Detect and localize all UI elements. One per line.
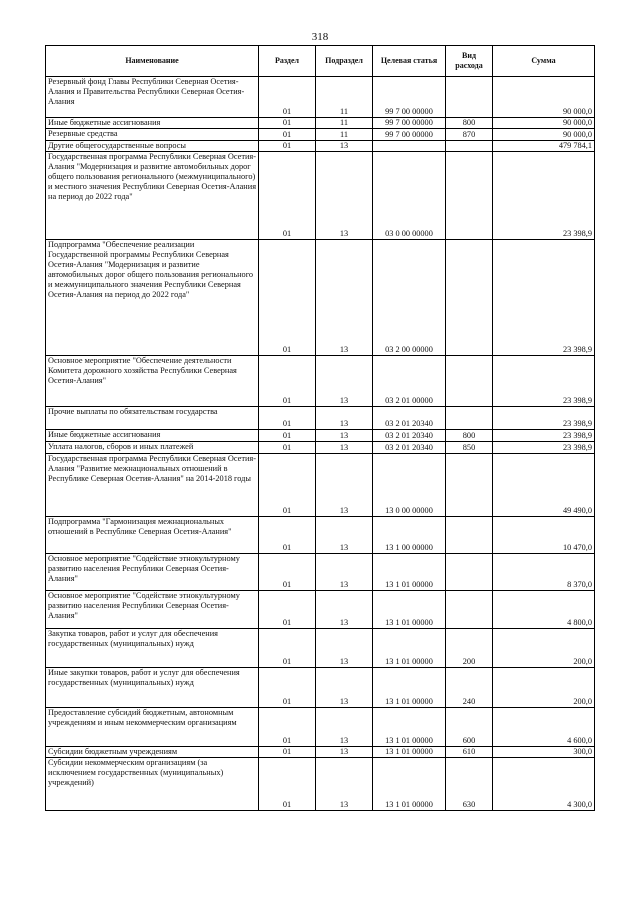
header-expense-type: Вид расхода bbox=[446, 46, 493, 77]
row-expense-type: 870 bbox=[446, 129, 493, 141]
header-subsection: Подраздел bbox=[316, 46, 373, 77]
row-target-article: 99 7 00 00000 bbox=[373, 77, 446, 118]
row-name: Прочие выплаты по обязательствам государства bbox=[46, 407, 259, 430]
row-amount: 23 398,9 bbox=[493, 442, 595, 454]
table-row bbox=[46, 708, 595, 747]
row-target-article: 03 2 01 20340 bbox=[373, 407, 446, 430]
table-row bbox=[46, 356, 595, 407]
row-subsection: 13 bbox=[316, 430, 373, 442]
row-subsection: 13 bbox=[316, 629, 373, 668]
row-expense-type bbox=[446, 591, 493, 629]
row-target-article: 13 1 01 00000 bbox=[373, 554, 446, 591]
row-target-article: 03 2 00 00000 bbox=[373, 240, 446, 356]
row-section: 01 bbox=[259, 240, 316, 356]
row-target-article: 13 1 01 00000 bbox=[373, 629, 446, 668]
row-section: 01 bbox=[259, 517, 316, 554]
row-section: 01 bbox=[259, 591, 316, 629]
budget-table bbox=[45, 45, 595, 811]
table-row bbox=[46, 758, 595, 811]
row-section: 01 bbox=[259, 442, 316, 454]
row-target-article: 03 2 01 20340 bbox=[373, 430, 446, 442]
row-section: 01 bbox=[259, 629, 316, 668]
row-section: 01 bbox=[259, 129, 316, 141]
row-name: Подпрограмма "Обеспечение реализации Государственной программы Республики Северная Осетия-Алания "Модернизация и развитие автомобильных дорог общего пользования регионального и межмуниципального значения Республики Северная Осетия-Алания на период до 2022 года" bbox=[46, 240, 259, 356]
row-subsection: 13 bbox=[316, 454, 373, 517]
row-expense-type bbox=[446, 554, 493, 591]
table-row bbox=[46, 77, 595, 118]
page-number: 318 bbox=[311, 31, 329, 43]
header-target-article: Целевая статья bbox=[373, 46, 446, 77]
header-row bbox=[46, 46, 595, 77]
row-name: Государственная программа Республики Северная Осетия-Алания "Развитие межнациональных отношений в Республике Северная Осетия-Алания" на 2014-2018 годы bbox=[46, 454, 259, 517]
row-subsection: 11 bbox=[316, 118, 373, 129]
row-section: 01 bbox=[259, 747, 316, 758]
row-name: Государственная программа Республики Северная Осетия-Алания "Модернизация и развитие автомобильных дорог общего пользования регионального (межмуниципального) и местного значения Республики Северная Осетия-Алания на период до 2022 года" bbox=[46, 152, 259, 240]
row-amount: 49 490,0 bbox=[493, 454, 595, 517]
row-expense-type: 240 bbox=[446, 668, 493, 708]
table-row bbox=[46, 240, 595, 356]
row-name: Субсидии бюджетным учреждениям bbox=[46, 747, 259, 758]
row-subsection: 13 bbox=[316, 591, 373, 629]
table-row bbox=[46, 668, 595, 708]
table-row bbox=[46, 629, 595, 668]
row-section: 01 bbox=[259, 454, 316, 517]
row-amount: 200,0 bbox=[493, 668, 595, 708]
row-amount: 90 000,0 bbox=[493, 129, 595, 141]
row-subsection: 13 bbox=[316, 240, 373, 356]
row-target-article: 03 0 00 00000 bbox=[373, 152, 446, 240]
row-section: 01 bbox=[259, 407, 316, 430]
row-expense-type bbox=[446, 240, 493, 356]
row-expense-type: 850 bbox=[446, 442, 493, 454]
row-amount: 4 300,0 bbox=[493, 758, 595, 811]
row-amount: 10 470,0 bbox=[493, 517, 595, 554]
row-amount: 23 398,9 bbox=[493, 152, 595, 240]
row-expense-type: 600 bbox=[446, 708, 493, 747]
row-expense-type bbox=[446, 141, 493, 152]
table-row bbox=[46, 141, 595, 152]
row-name: Резервные средства bbox=[46, 129, 259, 141]
row-target-article: 03 2 01 20340 bbox=[373, 442, 446, 454]
row-subsection: 11 bbox=[316, 129, 373, 141]
row-subsection: 13 bbox=[316, 708, 373, 747]
table-row bbox=[46, 442, 595, 454]
row-subsection: 13 bbox=[316, 442, 373, 454]
row-amount: 479 784,1 bbox=[493, 141, 595, 152]
row-section: 01 bbox=[259, 668, 316, 708]
row-subsection: 13 bbox=[316, 407, 373, 430]
row-expense-type: 800 bbox=[446, 430, 493, 442]
row-section: 01 bbox=[259, 118, 316, 129]
row-subsection: 13 bbox=[316, 758, 373, 811]
table-body bbox=[46, 77, 595, 811]
row-section: 01 bbox=[259, 758, 316, 811]
row-subsection: 13 bbox=[316, 141, 373, 152]
row-target-article: 13 1 00 00000 bbox=[373, 517, 446, 554]
row-subsection: 11 bbox=[316, 77, 373, 118]
table-row bbox=[46, 430, 595, 442]
header-amount: Сумма bbox=[493, 46, 595, 77]
row-section: 01 bbox=[259, 430, 316, 442]
row-target-article: 13 1 01 00000 bbox=[373, 708, 446, 747]
row-expense-type bbox=[446, 77, 493, 118]
row-name: Подпрограмма "Гармонизация межнациональных отношений в Республике Северная Осетия-Алания" bbox=[46, 517, 259, 554]
row-section: 01 bbox=[259, 356, 316, 407]
row-section: 01 bbox=[259, 152, 316, 240]
row-expense-type: 800 bbox=[446, 118, 493, 129]
table-row bbox=[46, 129, 595, 141]
row-target-article: 13 1 01 00000 bbox=[373, 747, 446, 758]
row-name: Другие общегосударственные вопросы bbox=[46, 141, 259, 152]
row-expense-type bbox=[446, 356, 493, 407]
row-section: 01 bbox=[259, 554, 316, 591]
row-name: Уплата налогов, сборов и иных платежей bbox=[46, 442, 259, 454]
row-target-article: 13 1 01 00000 bbox=[373, 591, 446, 629]
row-target-article bbox=[373, 141, 446, 152]
row-target-article: 13 1 01 00000 bbox=[373, 668, 446, 708]
header-name: Наименование bbox=[46, 46, 259, 77]
row-name: Основное мероприятие "Содействие этнокультурному развитию населения Республики Северная Осетия-Алания" bbox=[46, 554, 259, 591]
row-target-article: 13 1 01 00000 bbox=[373, 758, 446, 811]
row-name: Резервный фонд Главы Республики Северная Осетия-Алания и Правительства Республики Северная Осетия-Алания bbox=[46, 77, 259, 118]
table-row bbox=[46, 517, 595, 554]
row-amount: 90 000,0 bbox=[493, 118, 595, 129]
row-subsection: 13 bbox=[316, 747, 373, 758]
row-amount: 23 398,9 bbox=[493, 356, 595, 407]
row-amount: 23 398,9 bbox=[493, 240, 595, 356]
header-section: Раздел bbox=[259, 46, 316, 77]
table-row bbox=[46, 118, 595, 129]
row-name: Иные бюджетные ассигнования bbox=[46, 118, 259, 129]
row-name: Иные закупки товаров, работ и услуг для обеспечения государственных (муниципальных) нужд bbox=[46, 668, 259, 708]
table-row bbox=[46, 747, 595, 758]
row-amount: 23 398,9 bbox=[493, 407, 595, 430]
row-name: Иные бюджетные ассигнования bbox=[46, 430, 259, 442]
row-amount: 90 000,0 bbox=[493, 77, 595, 118]
row-expense-type bbox=[446, 152, 493, 240]
row-expense-type bbox=[446, 454, 493, 517]
row-target-article: 99 7 00 00000 bbox=[373, 129, 446, 141]
row-name: Предоставление субсидий бюджетным, автономным учреждениям и иным некоммерческим организациям bbox=[46, 708, 259, 747]
row-subsection: 13 bbox=[316, 517, 373, 554]
row-section: 01 bbox=[259, 141, 316, 152]
row-name: Субсидии некоммерческим организациям (за исключением государственных (муниципальных) учреждений) bbox=[46, 758, 259, 811]
row-target-article: 03 2 01 00000 bbox=[373, 356, 446, 407]
row-subsection: 13 bbox=[316, 356, 373, 407]
row-expense-type: 200 bbox=[446, 629, 493, 668]
row-amount: 4 800,0 bbox=[493, 591, 595, 629]
row-name: Основное мероприятие "Обеспечение деятельности Комитета дорожного хозяйства Республики Северная Осетия-Алания" bbox=[46, 356, 259, 407]
table-row bbox=[46, 407, 595, 430]
row-expense-type bbox=[446, 407, 493, 430]
row-subsection: 13 bbox=[316, 554, 373, 591]
table-row bbox=[46, 554, 595, 591]
table-row bbox=[46, 152, 595, 240]
row-name: Основное мероприятие "Содействие этнокультурному развитию населения Республики Северная Осетия-Алания" bbox=[46, 591, 259, 629]
row-section: 01 bbox=[259, 708, 316, 747]
row-subsection: 13 bbox=[316, 668, 373, 708]
row-name: Закупка товаров, работ и услуг для обеспечения государственных (муниципальных) нужд bbox=[46, 629, 259, 668]
table-row bbox=[46, 454, 595, 517]
row-amount: 8 370,0 bbox=[493, 554, 595, 591]
row-target-article: 13 0 00 00000 bbox=[373, 454, 446, 517]
row-target-article: 99 7 00 00000 bbox=[373, 118, 446, 129]
row-amount: 200,0 bbox=[493, 629, 595, 668]
row-subsection: 13 bbox=[316, 152, 373, 240]
table-row bbox=[46, 591, 595, 629]
row-amount: 23 398,9 bbox=[493, 430, 595, 442]
row-expense-type: 630 bbox=[446, 758, 493, 811]
row-amount: 4 600,0 bbox=[493, 708, 595, 747]
row-expense-type bbox=[446, 517, 493, 554]
row-section: 01 bbox=[259, 77, 316, 118]
row-amount: 300,0 bbox=[493, 747, 595, 758]
row-expense-type: 610 bbox=[446, 747, 493, 758]
